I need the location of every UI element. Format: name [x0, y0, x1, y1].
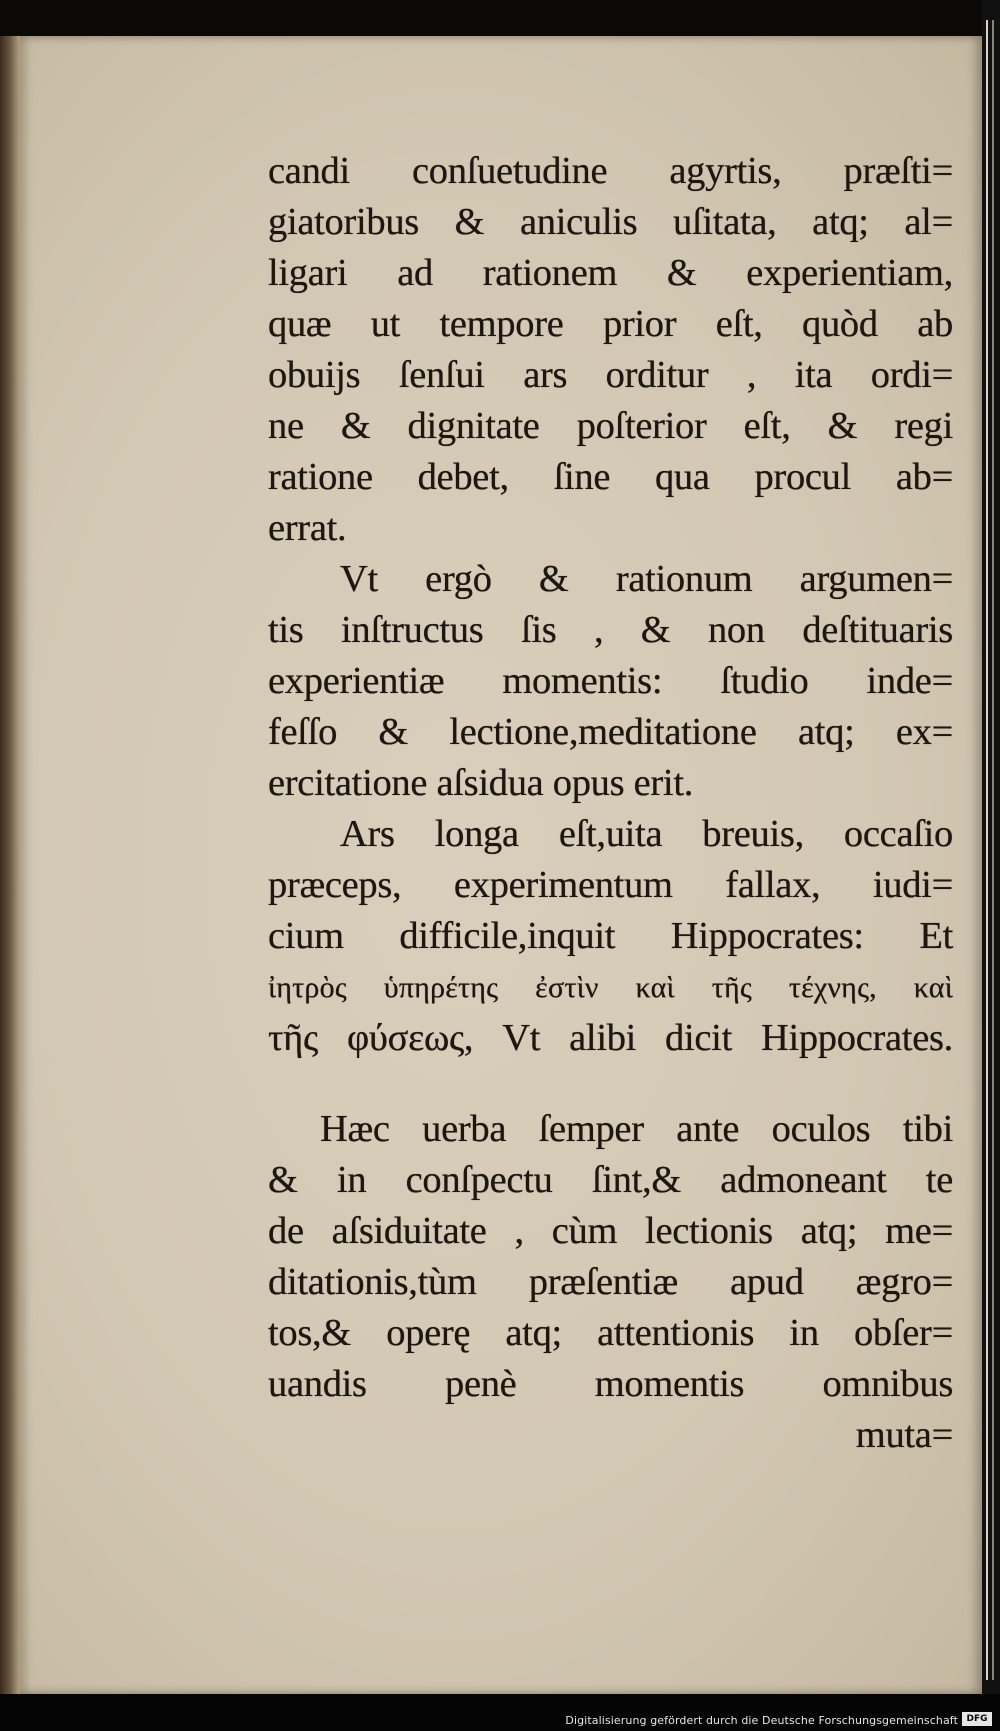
digitization-credit: Digitalisierung gefördert durch die Deutsche Forschungsgemeinschaft — [565, 1714, 958, 1727]
text-line: uandis penè momentis omnibus — [268, 1363, 953, 1405]
text-line: experientiæ momentis: ſtudio inde= — [268, 660, 953, 702]
scan-right-border — [982, 0, 1000, 1731]
text-line: Ars longa eſt,uita breuis, occaſio — [340, 813, 953, 855]
text-line: tis inſtructus ſis , & non deſtituaris — [268, 609, 953, 651]
text-line: feſſo & lectione,meditatione atq; ex= — [268, 711, 953, 753]
text-line: ne & dignitate poſterior eſt, & regi — [268, 405, 953, 447]
page-edge-line — [992, 20, 994, 1680]
text-line: ercitatione aſsidua opus erit. — [268, 762, 694, 804]
text-line: & in conſpectu ſint,& admoneant te — [268, 1159, 953, 1201]
text-line: quæ ut tempore prior eſt, quòd ab — [268, 303, 953, 345]
text-line: præceps, experimentum fallax, iudi= — [268, 864, 953, 906]
text-line: τῆς φύσεως, Vt alibi dicit Hippocrates. — [268, 1017, 953, 1059]
text-line: errat. — [268, 507, 347, 549]
text-line: tos,& operę atq; attentionis in obſer= — [268, 1312, 953, 1354]
text-line: de aſsiduitate , cùm lectionis atq; me= — [268, 1210, 953, 1252]
greek-text-line: ἰητρὸς ὑπηρέτης ἐστὶν καὶ τῆς τέχνης, καὶ — [268, 971, 953, 1004]
text-line: ligari ad rationem & experientiam, — [268, 252, 953, 294]
text-line: cium difficile,inquit Hippocrates: Et — [268, 915, 953, 957]
catchword: muta= — [855, 1414, 953, 1456]
text-line: Hæc uerba ſemper ante oculos tibi — [320, 1108, 953, 1150]
text-line: ratione debet, ſine qua procul ab= — [268, 456, 953, 498]
text-line: Vt ergò & rationum argumen= — [340, 558, 953, 600]
scan-top-border — [0, 0, 1000, 36]
dfg-logo: DFG — [962, 1712, 992, 1726]
page-text-block — [268, 146, 953, 1461]
text-line: giatoribus & aniculis uſitata, atq; al= — [268, 201, 953, 243]
text-line: candi conſuetudine agyrtis, præſti= — [268, 150, 953, 192]
page-edge-line — [986, 20, 988, 1680]
text-line: ditationis,tùm præſentiæ apud ægro= — [268, 1261, 953, 1303]
text-line: obuijs ſenſui ars orditur , ita ordi= — [268, 354, 953, 396]
